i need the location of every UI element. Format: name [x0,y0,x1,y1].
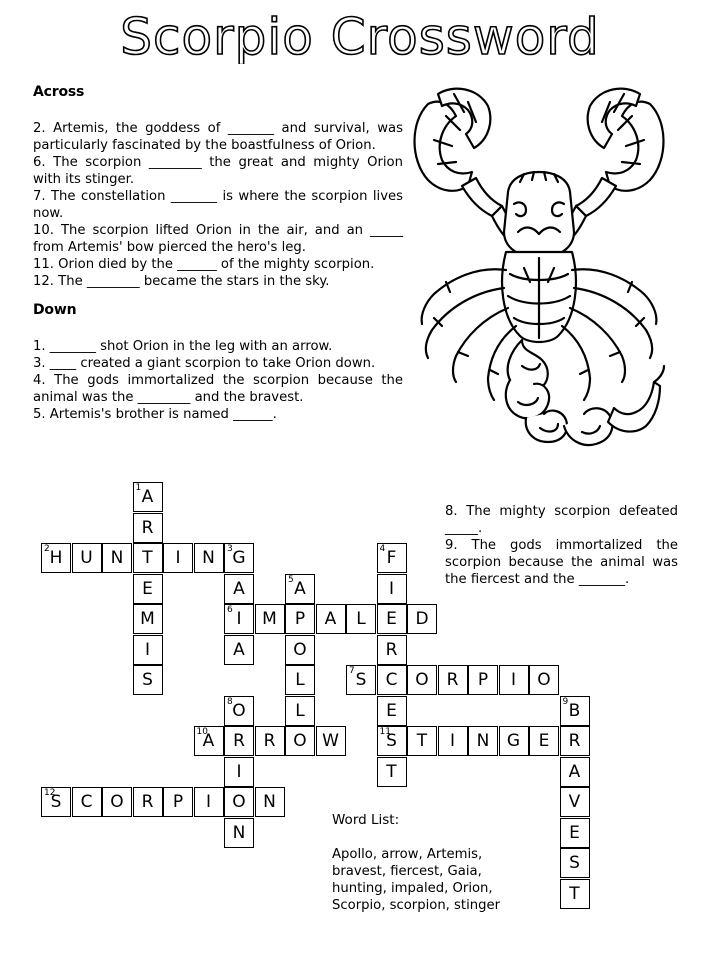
cell-letter: L [295,670,305,690]
cell-letter: U [80,548,93,568]
grid-cell[interactable] [133,513,163,543]
clue-across-12: 12. The ________ became the stars in the sky. [33,274,330,289]
clue-number: 2 [44,544,50,554]
cell-letter: V [568,792,581,812]
cell-letter: C [385,670,398,690]
grid-cell[interactable] [560,848,590,878]
clue-down-8: 8. The mighty scorpion defeated _____. [445,504,678,536]
grid-cell[interactable] [377,696,407,726]
cell-letter: D [415,609,429,629]
grid-cell[interactable] [499,726,529,756]
cell-letter: N [110,548,124,568]
cell-letter: R [568,731,581,751]
grid-cell[interactable] [41,787,71,817]
grid-cell[interactable] [163,543,193,573]
clue-number: 7 [349,666,355,676]
cell-letter: S [50,792,62,812]
cell-letter: N [263,792,276,812]
clue-number: 6 [227,605,233,615]
grid-cell[interactable] [285,604,315,634]
grid-cell[interactable] [377,574,407,604]
across-heading: Across [33,84,85,100]
grid-cell[interactable] [468,726,498,756]
cell-letter: R [263,731,276,751]
cell-letter: A [324,609,337,629]
cell-letter: T [142,548,153,568]
grid-cell[interactable] [560,696,590,726]
grid-cell[interactable] [407,604,437,634]
word-list-title: Word List: [332,812,400,828]
cell-letter: G [232,548,246,568]
grid-cell[interactable] [377,726,407,756]
grid-cell[interactable] [224,543,254,573]
cell-letter: S [142,670,153,690]
cell-letter: P [477,670,489,690]
cell-letter: S [386,731,397,751]
grid-cell[interactable] [133,635,163,665]
cell-letter: R [385,639,398,660]
clue-across-7: 7. The constellation _______ is where the scorpion lives now. [33,189,403,221]
cell-letter: O [415,670,429,690]
grid-cell[interactable] [560,818,590,848]
grid-cell[interactable] [560,726,590,756]
cell-letter: N [476,731,490,751]
cell-letter: I [175,548,181,568]
grid-cell[interactable] [407,726,437,756]
clue-number: 1 [135,483,142,493]
cell-letter: P [172,792,184,812]
grid-cell[interactable] [438,726,468,756]
grid-cell[interactable] [560,879,590,909]
grid-cell[interactable] [133,482,163,512]
cell-letter: A [233,639,245,660]
grid-cell[interactable] [316,604,346,634]
grid-cell[interactable] [499,665,529,695]
cell-letter: A [202,731,215,751]
grid-cell[interactable] [224,818,254,848]
clue-down-4: 4. The gods immortalized the scorpion because the animal was the ________ and the bravest. [33,373,403,405]
cell-letter: O [232,792,246,812]
cell-letter: P [294,609,306,629]
cell-letter: L [295,700,305,721]
cell-letter: A [568,761,581,782]
cell-letter: I [510,670,516,690]
cell-letter: R [141,517,154,538]
clue-down-5: 5. Artemis's brother is named ______. [33,407,277,422]
clue-across-10: 10. The scorpion lifted Orion in the air, and an _____ from Artemis' bow pierced the hero's leg. [33,223,403,255]
clue-number: 9 [562,696,569,707]
cell-letter: T [386,761,397,782]
grid-cell[interactable] [224,696,254,726]
grid-cell[interactable] [224,726,254,756]
grid-cell[interactable] [468,665,498,695]
cell-letter: B [568,700,581,721]
cell-letter: O [293,731,307,751]
cell-letter: H [49,548,63,568]
cell-letter: I [388,578,394,599]
cell-letter: R [233,731,245,751]
word-list [332,812,522,914]
clue-across-2: 2. Artemis, the goddess of _______ and survival, was particularly fascinated by the boastfulness of Orion. [33,121,403,153]
cell-letter: I [236,609,242,629]
cell-letter: F [386,548,397,568]
clue-number: 3 [227,544,233,554]
grid-cell[interactable] [285,696,315,726]
grid-cell[interactable] [194,543,224,573]
svg-text:Scorpio Crossword: Scorpio Crossword [120,8,600,64]
grid-cell[interactable] [255,787,285,817]
cell-letter: M [140,609,155,629]
cell-letter: C [80,792,93,812]
grid-cell[interactable] [102,543,132,573]
cell-letter: E [386,700,397,721]
down-heading: Down [33,302,77,318]
cell-letter: R [446,670,459,690]
cell-letter: G [506,731,521,751]
grid-cell[interactable] [194,726,224,756]
clue-across-6: 6. The scorpion ________ the great and mighty Orion with its stinger. [33,155,403,187]
grid-cell[interactable] [72,543,102,573]
cell-letter: A [233,578,245,599]
grid-cell[interactable] [529,726,559,756]
cell-letter: M [262,609,277,629]
cell-letter: I [236,761,242,782]
clue-down-3: 3. ____ created a giant scorpion to take Orion down. [33,356,376,371]
grid-cell[interactable] [285,726,315,756]
cell-letter: O [110,792,124,812]
grid-cell[interactable] [316,726,346,756]
grid-cell[interactable] [133,787,163,817]
cell-letter: R [141,792,154,812]
grid-cell[interactable] [255,726,285,756]
cell-letter: N [232,822,246,843]
cell-letter: T [569,883,580,904]
grid-cell[interactable] [285,635,315,665]
grid-cell[interactable] [560,757,590,787]
cell-letter: W [322,731,339,751]
cell-letter: I [449,731,455,751]
grid-cell[interactable] [255,604,285,634]
grid-cell[interactable] [133,543,163,573]
clue-number: 5 [288,574,294,585]
grid-cell[interactable] [224,604,254,634]
grid-cell[interactable] [407,665,437,695]
cell-letter: O [232,700,246,721]
grid-cell[interactable] [41,543,71,573]
cell-letter: A [294,578,306,599]
clue-number: 8 [227,696,233,707]
grid-cell[interactable] [438,665,468,695]
clue-number: 4 [379,544,386,554]
cell-letter: S [569,853,580,873]
cell-letter: L [356,609,366,629]
grid-cell[interactable] [377,635,407,665]
cell-letter: O [293,639,307,660]
grid-cell[interactable] [560,787,590,817]
cell-letter: A [141,487,154,507]
cell-letter: E [386,609,397,629]
grid-cell[interactable] [346,665,376,695]
grid-cell[interactable] [377,543,407,573]
grid-cell[interactable] [133,574,163,604]
grid-cell[interactable] [224,574,254,604]
cell-letter: I [144,639,150,660]
grid-cell[interactable] [194,787,224,817]
cell-letter: T [416,731,428,751]
grid-cell[interactable] [346,604,376,634]
clue-number: 10 [196,727,208,737]
grid-cell[interactable] [163,787,193,817]
cell-letter: N [202,548,215,568]
grid-cell[interactable] [72,787,102,817]
cell-letter: E [538,731,550,751]
grid-cell[interactable] [133,604,163,634]
clue-down-9: 9. The gods immortalized the scorpion because the animal was the fiercest and the _______. [445,538,678,587]
grid-cell[interactable] [133,665,163,695]
cell-letter: I [205,792,211,812]
grid-cell[interactable] [377,665,407,695]
grid-cell[interactable] [377,604,407,634]
grid-cell[interactable] [224,635,254,665]
clue-number: 11 [379,727,391,737]
grid-cell[interactable] [285,574,315,604]
grid-cell[interactable] [285,665,315,695]
clue-across-11: 11. Orion died by the ______ of the mighty scorpion. [33,257,375,272]
grid-cell[interactable] [529,665,559,695]
grid-cell[interactable] [102,787,132,817]
cell-letter: E [142,578,153,599]
cell-letter: O [537,670,551,690]
word-list-words: Apollo, arrow, Artemis, bravest, fiercest, Gaia, hunting, impaled, Orion, Scorpio, scorpion, stinger [332,847,501,913]
cell-letter: S [355,670,367,690]
grid-cell[interactable] [224,757,254,787]
clue-number: 12 [44,788,56,798]
grid-cell[interactable] [377,757,407,787]
clue-down-1: 1. _______ shot Orion in the leg with an arrow. [33,339,333,354]
cell-letter: E [569,822,580,843]
grid-cell[interactable] [224,787,254,817]
